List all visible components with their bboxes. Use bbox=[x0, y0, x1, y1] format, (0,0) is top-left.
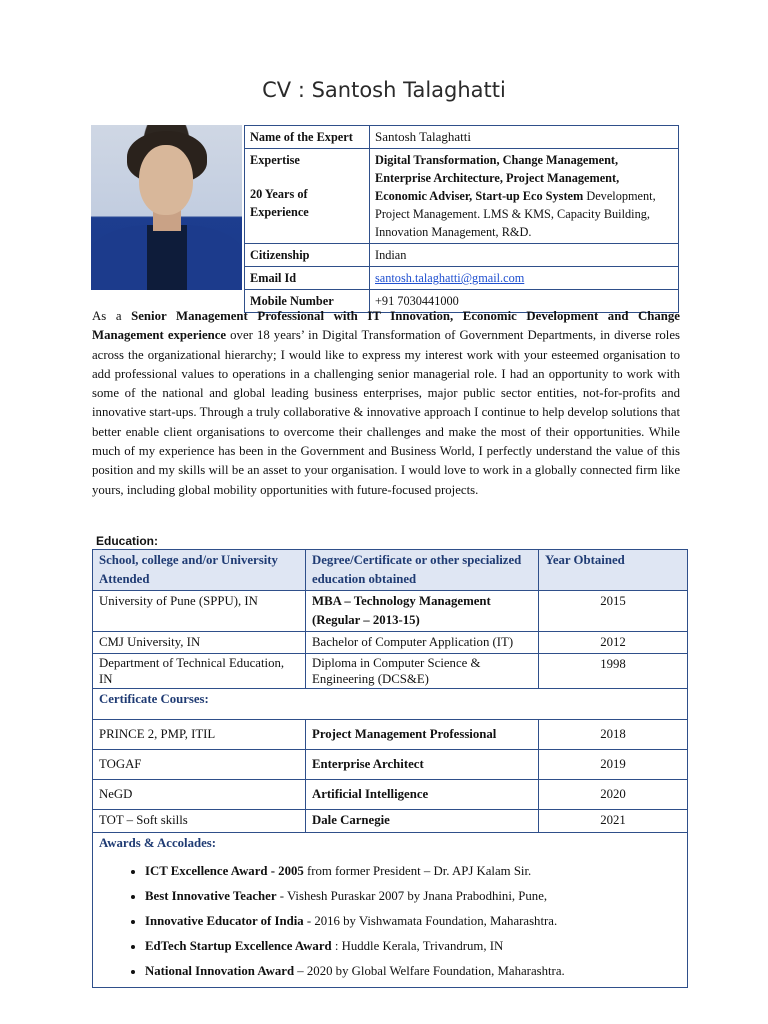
table-row bbox=[245, 149, 679, 244]
expertise-bold: Digital Transformation, Change Management, Enterprise Architecture, Project Management, Economic Adviser, Start-up Eco System bbox=[375, 153, 620, 203]
award-title: National Innovation Award bbox=[145, 964, 295, 978]
award-detail: : Huddle Kerala, Trivandrum, IN bbox=[331, 939, 504, 953]
year-cell: 2015 bbox=[539, 591, 688, 632]
course-cell: TOGAF bbox=[93, 750, 306, 780]
list-item bbox=[145, 934, 681, 959]
award-title: ICT Excellence Award - 2005 bbox=[145, 864, 304, 878]
intro-rest: over 18 years’ in Digital Transformation of Government Departments, in diverse roles across the organizational hierarchy; I would like to express my interest work with your esteemed organisation to add professional values to operations in a challenging senior managerial role. I had an opportunity to work with some of the national and global leading business enterprises, major public sector entities, not-for-profits and innovative start-ups. Through a truly collaborative & innovative approach I continue to help develop solutions that better enable client organisations to overcome their challenges and make the most of their opportunities. While much of my experience has been in the Government and Business World, I perfectly understand the value of this position and my skills will be an asset to your organisation. I would love to work in a globally connected firm like yours, including global mobility opportunities with future-focused projects. bbox=[92, 328, 680, 497]
header-year: Year Obtained bbox=[539, 550, 688, 591]
award-detail: - 2016 by Vishwamata Foundation, Maharashtra. bbox=[303, 914, 558, 928]
award-title: Best Innovative Teacher bbox=[145, 889, 277, 903]
course-title-cell: Artificial Intelligence bbox=[306, 780, 539, 810]
course-cell: PRINCE 2, PMP, ITIL bbox=[93, 720, 306, 750]
degree-cell: Bachelor of Computer Application (IT) bbox=[306, 632, 539, 654]
award-detail: - Vishesh Puraskar 2007 by Jnana Prabodhini, Pune, bbox=[276, 889, 548, 903]
list-item bbox=[145, 909, 681, 934]
expertise-label-cell bbox=[245, 149, 370, 244]
school-cell: University of Pune (SPPU), IN bbox=[93, 591, 306, 632]
award-detail: from former President – Dr. APJ Kalam Sir. bbox=[303, 864, 532, 878]
education-heading: Education: bbox=[96, 534, 158, 548]
expert-name: Santosh Talaghatti bbox=[370, 126, 679, 149]
email-label: Email Id bbox=[245, 267, 370, 290]
year-cell: 2020 bbox=[539, 780, 688, 810]
award-detail: – 2020 by Global Welfare Foundation, Maharashtra. bbox=[294, 964, 565, 978]
awards-row bbox=[93, 833, 688, 988]
citizenship-value: Indian bbox=[370, 244, 679, 267]
year-cell: 2018 bbox=[539, 720, 688, 750]
table-row bbox=[245, 126, 679, 149]
intro-paragraph bbox=[92, 307, 680, 500]
awards-heading: Awards & Accolades: bbox=[99, 836, 217, 850]
page-title: CV : Santosh Talaghatti bbox=[262, 78, 506, 102]
course-title-cell: Dale Carnegie bbox=[306, 810, 539, 833]
award-title: EdTech Startup Excellence Award bbox=[145, 939, 332, 953]
course-title-cell: Project Management Professional bbox=[306, 720, 539, 750]
profile-photo bbox=[91, 125, 242, 290]
education-table bbox=[92, 549, 688, 988]
expertise-rest: Development, Project Management. LMS & KMS, Capacity Building, Innovation Management, R&D. bbox=[375, 189, 656, 239]
table-row bbox=[93, 780, 688, 810]
list-item bbox=[145, 884, 681, 909]
course-title-cell: Enterprise Architect bbox=[306, 750, 539, 780]
table-row bbox=[93, 654, 688, 689]
degree-cell: Diploma in Computer Science & Engineering (DCS&E) bbox=[306, 654, 539, 689]
header-school: School, college and/or University Attended bbox=[93, 550, 306, 591]
citizenship-label: Citizenship bbox=[245, 244, 370, 267]
course-cell: NeGD bbox=[93, 780, 306, 810]
certificate-heading: Certificate Courses: bbox=[93, 689, 688, 720]
awards-list bbox=[99, 859, 681, 984]
course-cell: TOT – Soft skills bbox=[93, 810, 306, 833]
award-title: Innovative Educator of India bbox=[145, 914, 304, 928]
header-degree: Degree/Certificate or other specialized education obtained bbox=[306, 550, 539, 591]
intro-bold: Senior Management Professional with IT Innovation, Economic Development and Change Management experience bbox=[92, 309, 680, 343]
table-row bbox=[245, 244, 679, 267]
year-cell: 2021 bbox=[539, 810, 688, 833]
table-row bbox=[93, 750, 688, 780]
section-row bbox=[93, 689, 688, 720]
year-cell: 2019 bbox=[539, 750, 688, 780]
intro-lead: As a bbox=[92, 309, 132, 323]
expertise-value bbox=[370, 149, 679, 244]
table-row bbox=[93, 810, 688, 833]
email-link[interactable]: santosh.talaghatti@gmail.com bbox=[375, 271, 525, 285]
mobile-value: +91 7030441000 bbox=[370, 290, 679, 313]
awards-cell bbox=[93, 833, 688, 988]
table-row bbox=[93, 632, 688, 654]
degree-cell: MBA – Technology Management (Regular – 2013-15) bbox=[306, 591, 539, 632]
experience-label: 20 Years of Experience bbox=[250, 187, 309, 219]
name-label: Name of the Expert bbox=[245, 126, 370, 149]
expertise-label: Expertise bbox=[250, 153, 300, 167]
school-cell: Department of Technical Education, IN bbox=[93, 654, 306, 689]
school-cell: CMJ University, IN bbox=[93, 632, 306, 654]
year-cell: 1998 bbox=[539, 654, 688, 689]
year-cell: 2012 bbox=[539, 632, 688, 654]
expert-info-table bbox=[244, 125, 679, 313]
table-row bbox=[93, 720, 688, 750]
mobile-label: Mobile Number bbox=[245, 290, 370, 313]
list-item bbox=[145, 859, 681, 884]
table-row bbox=[245, 267, 679, 290]
table-row bbox=[93, 591, 688, 632]
table-header-row bbox=[93, 550, 688, 591]
list-item bbox=[145, 959, 681, 984]
